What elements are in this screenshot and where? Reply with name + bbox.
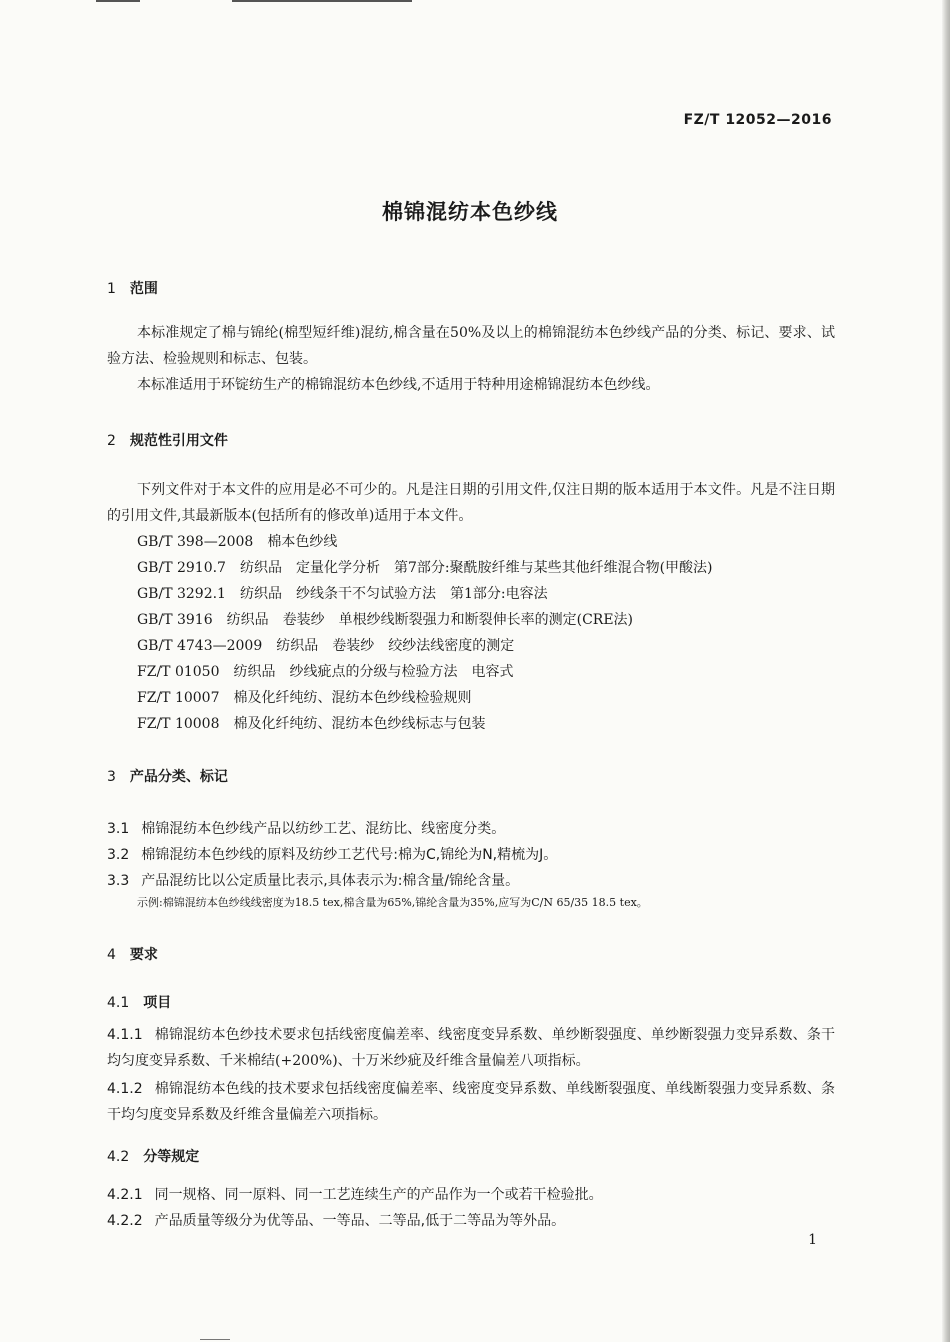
ref-code: GB/T 3916 — [137, 612, 213, 628]
ref-title: 纺织品 定量化学分析 第7部分:聚酰胺纤维与某些其他纤维混合物(甲酸法) — [239, 560, 713, 576]
reference-item — [137, 531, 337, 551]
ref-title: 棉及化纤纯纺、混纺本色纱线检验规则 — [233, 690, 472, 706]
clause-4-2-2: 4.2.2 产品质量等级分为优等品、一等品、二等品,低于二等品为等外品。 — [107, 1213, 566, 1229]
ref-title: 棉本色纱线 — [267, 534, 338, 550]
bottom-rule — [200, 1339, 230, 1340]
reference-item — [137, 583, 548, 603]
ref-title: 纺织品 纱线条干不匀试验方法 第1部分:电容法 — [239, 586, 548, 602]
section-title: 规范性引用文件 — [129, 433, 228, 449]
top-rule-right — [232, 0, 412, 2]
section-4-heading — [107, 944, 158, 964]
section-1-body — [107, 320, 835, 398]
ref-code: GB/T 398—2008 — [137, 534, 254, 550]
section-3-heading — [107, 766, 228, 786]
scan-edge — [942, 0, 950, 1342]
reference-item — [137, 687, 471, 707]
top-rule-left — [96, 0, 140, 2]
ref-code: FZ/T 10008 — [137, 716, 220, 732]
ref-code: FZ/T 10007 — [137, 690, 220, 706]
section-2-body — [107, 477, 835, 529]
document-title: 棉锦混纺本色纱线 — [382, 200, 558, 224]
section-number: 3 — [107, 769, 116, 785]
reference-item — [137, 713, 485, 733]
section-number: 2 — [107, 433, 116, 449]
subsection-4-1-heading: 4.1 项目 — [107, 995, 172, 1011]
section-title: 产品分类、标记 — [129, 769, 228, 785]
page-number: 1 — [808, 1232, 817, 1248]
clause-3-2: 3.2 棉锦混纺本色纱线的原料及纺纱工艺代号:棉为C,锦纶为N,精梳为J。 — [107, 847, 558, 863]
paragraph: 本标准规定了棉与锦纶(棉型短纤维)混纺,棉含量在50%及以上的棉锦混纺本色纱线产品的分类、标记、要求、试验方法、检验规则和标志、包装。 — [107, 325, 835, 367]
section-number: 4 — [107, 947, 116, 963]
reference-item — [137, 557, 713, 577]
section-2-heading — [107, 430, 228, 450]
reference-item — [137, 661, 513, 681]
section-title: 范围 — [129, 281, 158, 297]
ref-code: GB/T 3292.1 — [137, 586, 226, 602]
ref-title: 纺织品 纱线疵点的分级与检验方法 电容式 — [233, 664, 514, 680]
clause-3-3: 3.3 产品混纺比以公定质量比表示,具体表示为:棉含量/锦纶含量。 — [107, 873, 520, 889]
reference-item — [137, 635, 514, 655]
paragraph: 下列文件对于本文件的应用是必不可少的。凡是注日期的引用文件,仅注日期的版本适用于本文件。凡是不注日期的引用文件,其最新版本(包括所有的修改单)适用于本文件。 — [107, 482, 835, 524]
ref-code: FZ/T 01050 — [137, 664, 220, 680]
ref-code: GB/T 2910.7 — [137, 560, 226, 576]
subsection-4-2-heading: 4.2 分等规定 — [107, 1149, 200, 1165]
clause-3-1: 3.1 棉锦混纺本色纱线产品以纺纱工艺、混纺比、线密度分类。 — [107, 821, 506, 837]
section-1-heading — [107, 278, 158, 298]
ref-title: 纺织品 卷装纱 绞纱法线密度的测定 — [276, 638, 515, 654]
clause-4-1-2: 4.1.2 棉锦混纺本色线的技术要求包括线密度偏差率、线密度变异系数、单线断裂强度、单线断裂强力变异系数、条干均匀度变异系数及纤维含量偏差六项指标。 — [107, 1081, 835, 1123]
standard-code: FZ/T 12052—2016 — [683, 112, 832, 128]
clause-4-1-1: 4.1.1 棉锦混纺本色纱技术要求包括线密度偏差率、线密度变异系数、单纱断裂强度、单纱断裂强力变异系数、条干均匀度变异系数、千米棉结(+200%)、十万米纱疵及纤维含量偏差八项指标。 — [107, 1027, 835, 1069]
section-number: 1 — [107, 281, 116, 297]
ref-code: GB/T 4743—2009 — [137, 638, 263, 654]
ref-title: 棉及化纤纯纺、混纺本色纱线标志与包装 — [233, 716, 486, 732]
clause-4-2-1: 4.2.1 同一规格、同一原料、同一工艺连续生产的产品作为一个或若干检验批。 — [107, 1187, 603, 1203]
section-title: 要求 — [129, 947, 158, 963]
example-note: 示例:棉锦混纺本色纱线线密度为18.5 tex,棉含量为65%,锦纶含量为35%,应写为C/N 65/35 18.5 tex。 — [137, 896, 648, 909]
reference-item — [137, 609, 633, 629]
ref-title: 纺织品 卷装纱 单根纱线断裂强力和断裂伸长率的测定(CRE法) — [226, 612, 634, 628]
paragraph: 本标准适用于环锭纺生产的棉锦混纺本色纱线,不适用于特种用途棉锦混纺本色纱线。 — [137, 377, 660, 393]
